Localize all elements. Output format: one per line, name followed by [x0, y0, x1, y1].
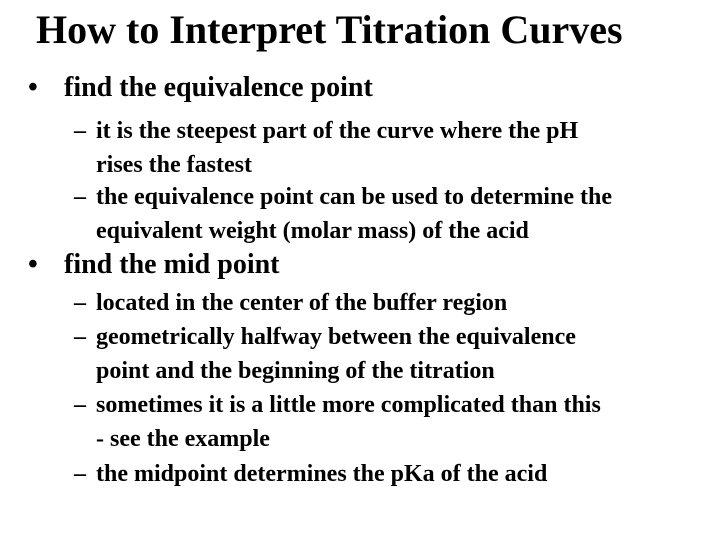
sub-item: [74, 114, 714, 182]
slide-title: How to Interpret Titration Curves: [36, 7, 623, 52]
dash-mark: –: [74, 290, 86, 316]
dash-mark: –: [74, 324, 86, 350]
sub-item: [74, 180, 714, 248]
sub-item: [74, 320, 714, 388]
sub-item-text: it is the steepest part of the curve where the pH rises the fastest: [96, 118, 579, 178]
sub-item: [74, 457, 714, 491]
bullet-heading: find the mid point: [64, 249, 280, 280]
dash-mark: –: [74, 118, 86, 144]
sub-item: [74, 388, 714, 456]
dash-mark: –: [74, 461, 86, 487]
bullet-equivalence-point: [28, 72, 373, 104]
sub-item-text: located in the center of the buffer region: [96, 290, 508, 316]
dash-mark: –: [74, 392, 86, 418]
sub-item-text: the midpoint determines the pKa of the acid: [96, 461, 548, 487]
bullet-heading: find the equivalence point: [64, 72, 373, 103]
bullet-mark: •: [28, 249, 38, 280]
sub-item: [74, 286, 714, 320]
sub-item-text: sometimes it is a little more complicated than this - see the example: [96, 392, 601, 452]
sub-item-text: the equivalence point can be used to determine the equivalent weight (molar mass) of the acid: [96, 184, 612, 244]
bullet-mid-point: [28, 249, 280, 281]
bullet-mark: •: [28, 72, 38, 103]
dash-mark: –: [74, 184, 86, 210]
sub-item-text: geometrically halfway between the equivalence point and the beginning of the titration: [96, 324, 576, 384]
